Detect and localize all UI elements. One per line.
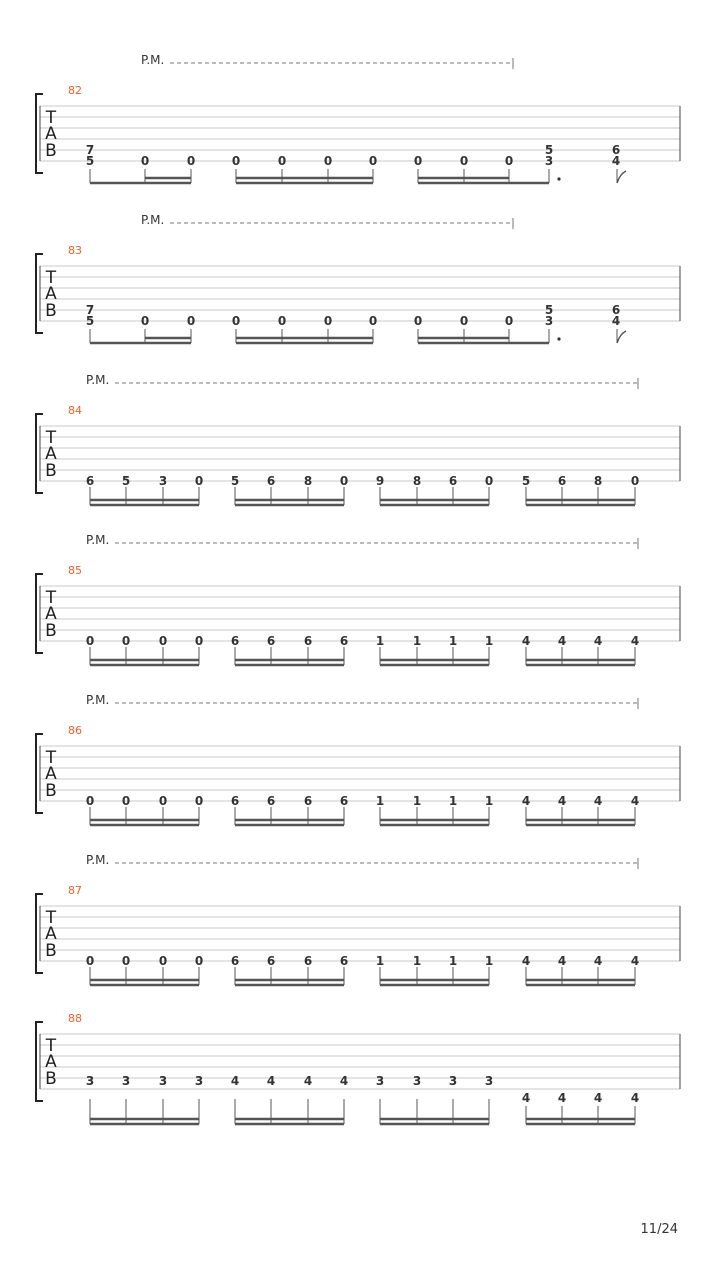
fret-number: 3: [85, 1074, 95, 1088]
fret-number: 4: [521, 954, 531, 968]
palm-mute-label: P.M.: [141, 213, 165, 227]
fret-number: 4: [230, 1074, 240, 1088]
measure-number: 87: [68, 884, 82, 897]
fret-number: 0: [277, 154, 287, 168]
tab-clef-letter: B: [45, 781, 57, 801]
tab-system: [36, 53, 680, 183]
fret-number: 3: [544, 314, 554, 328]
tab-clef-letter: T: [45, 588, 57, 608]
fret-number: 6: [266, 634, 276, 648]
palm-mute-label: P.M.: [86, 373, 110, 387]
measure-number: 86: [68, 724, 82, 737]
fret-number: 4: [303, 1074, 313, 1088]
tab-system: [36, 533, 680, 665]
fret-number: 1: [448, 634, 458, 648]
tab-clef-letter: T: [45, 268, 57, 288]
fret-number: 4: [593, 634, 603, 648]
fret-number: 1: [448, 954, 458, 968]
tab-clef-letter: B: [45, 461, 57, 481]
fret-number: 4: [557, 634, 567, 648]
measure-number: 84: [68, 404, 82, 417]
fret-number: 0: [323, 154, 333, 168]
measure-number: 83: [68, 244, 82, 257]
fret-number: 5: [544, 303, 554, 317]
fret-number: 0: [158, 634, 168, 648]
fret-number: 0: [630, 474, 640, 488]
fret-number: 6: [230, 794, 240, 808]
fret-number: 6: [448, 474, 458, 488]
fret-number: 5: [85, 314, 95, 328]
fret-number: 0: [158, 954, 168, 968]
fret-number: 4: [557, 954, 567, 968]
fret-number: 1: [375, 794, 385, 808]
fret-number: 1: [448, 794, 458, 808]
rhythm-dot: [557, 337, 560, 340]
fret-number: 5: [521, 474, 531, 488]
tab-clef-letter: A: [45, 124, 57, 144]
fret-number: 4: [611, 314, 621, 328]
measure-number: 82: [68, 84, 82, 97]
tab-clef-letter: A: [45, 924, 57, 944]
fret-number: 1: [375, 634, 385, 648]
fret-number: 1: [375, 954, 385, 968]
tab-clef-letter: B: [45, 1069, 57, 1089]
fret-number: 0: [504, 314, 514, 328]
tab-system: [36, 1012, 680, 1124]
tab-system: [36, 693, 680, 825]
palm-mute-label: P.M.: [86, 853, 110, 867]
tab-clef-letter: A: [45, 604, 57, 624]
fret-number: 0: [121, 954, 131, 968]
fret-number: 0: [121, 634, 131, 648]
fret-number: 0: [504, 154, 514, 168]
fret-number: 7: [85, 303, 95, 317]
page-indicator: 11/24: [640, 1222, 678, 1237]
fret-number: 6: [266, 474, 276, 488]
fret-number: 0: [194, 954, 204, 968]
fret-number: 4: [521, 634, 531, 648]
palm-mute-label: P.M.: [141, 53, 165, 67]
fret-number: 6: [611, 143, 621, 157]
fret-number: 6: [303, 634, 313, 648]
fret-number: 0: [413, 314, 423, 328]
fret-number: 4: [557, 1091, 567, 1105]
measure-number: 85: [68, 564, 82, 577]
fret-number: 0: [121, 794, 131, 808]
fret-number: 5: [121, 474, 131, 488]
fret-number: 4: [630, 634, 640, 648]
fret-number: 0: [231, 154, 241, 168]
fret-number: 0: [158, 794, 168, 808]
fret-number: 3: [375, 1074, 385, 1088]
fret-number: 0: [194, 634, 204, 648]
fret-number: 6: [303, 794, 313, 808]
note-flag: [617, 331, 626, 343]
fret-number: 4: [630, 794, 640, 808]
fret-number: 0: [484, 474, 494, 488]
fret-number: 6: [230, 954, 240, 968]
fret-number: 4: [521, 1091, 531, 1105]
palm-mute-label: P.M.: [86, 533, 110, 547]
fret-number: 4: [611, 154, 621, 168]
fret-number: 6: [266, 954, 276, 968]
fret-number: 4: [266, 1074, 276, 1088]
fret-number: 5: [544, 143, 554, 157]
fret-number: 5: [85, 154, 95, 168]
fret-number: 6: [339, 954, 349, 968]
fret-number: 0: [459, 314, 469, 328]
fret-number: 6: [85, 474, 95, 488]
fret-number: 4: [630, 1091, 640, 1105]
fret-number: 0: [368, 154, 378, 168]
fret-number: 4: [339, 1074, 349, 1088]
fret-number: 4: [593, 1091, 603, 1105]
fret-number: 8: [593, 474, 603, 488]
fret-number: 7: [85, 143, 95, 157]
fret-number: 0: [231, 314, 241, 328]
tab-clef-letter: A: [45, 284, 57, 304]
fret-number: 6: [266, 794, 276, 808]
fret-number: 3: [158, 474, 168, 488]
fret-number: 3: [194, 1074, 204, 1088]
tab-clef-letter: B: [45, 941, 57, 961]
fret-number: 0: [323, 314, 333, 328]
palm-mute-label: P.M.: [86, 693, 110, 707]
fret-number: 0: [413, 154, 423, 168]
fret-number: 0: [277, 314, 287, 328]
tab-system: [36, 373, 680, 505]
measure-number: 88: [68, 1012, 82, 1025]
tab-clef-letter: A: [45, 1052, 57, 1072]
fret-number: 4: [593, 794, 603, 808]
fret-number: 1: [412, 634, 422, 648]
tab-clef-letter: B: [45, 621, 57, 641]
fret-number: 4: [593, 954, 603, 968]
fret-number: 3: [158, 1074, 168, 1088]
fret-number: 6: [339, 634, 349, 648]
fret-number: 6: [230, 634, 240, 648]
fret-number: 0: [85, 634, 95, 648]
rhythm-dot: [557, 177, 560, 180]
fret-number: 3: [121, 1074, 131, 1088]
tab-clef-letter: B: [45, 301, 57, 321]
fret-number: 6: [303, 954, 313, 968]
fret-number: 1: [484, 954, 494, 968]
fret-number: 0: [459, 154, 469, 168]
tab-clef-letter: T: [45, 1036, 57, 1056]
fret-number: 0: [194, 794, 204, 808]
fret-number: 6: [339, 794, 349, 808]
fret-number: 0: [368, 314, 378, 328]
fret-number: 5: [230, 474, 240, 488]
fret-number: 0: [85, 794, 95, 808]
tab-clef-letter: A: [45, 764, 57, 784]
fret-number: 3: [544, 154, 554, 168]
fret-number: 1: [412, 954, 422, 968]
tab-clef-letter: T: [45, 748, 57, 768]
fret-number: 3: [484, 1074, 494, 1088]
fret-number: 6: [611, 303, 621, 317]
note-flag: [617, 171, 626, 183]
fret-number: 4: [630, 954, 640, 968]
fret-number: 3: [412, 1074, 422, 1088]
fret-number: 8: [303, 474, 313, 488]
fret-number: 6: [557, 474, 567, 488]
fret-number: 1: [484, 794, 494, 808]
fret-number: 0: [194, 474, 204, 488]
fret-number: 1: [412, 794, 422, 808]
fret-number: 4: [557, 794, 567, 808]
tab-clef-letter: B: [45, 141, 57, 161]
fret-number: 0: [140, 154, 150, 168]
tab-clef-letter: T: [45, 428, 57, 448]
fret-number: 0: [140, 314, 150, 328]
fret-number: 0: [85, 954, 95, 968]
tab-system: [36, 853, 680, 985]
tab-system: [36, 213, 680, 343]
fret-number: 4: [521, 794, 531, 808]
tab-clef-letter: T: [45, 108, 57, 128]
fret-number: 1: [484, 634, 494, 648]
fret-number: 0: [186, 154, 196, 168]
fret-number: 8: [412, 474, 422, 488]
fret-number: 3: [448, 1074, 458, 1088]
tab-clef-letter: T: [45, 908, 57, 928]
fret-number: 0: [186, 314, 196, 328]
fret-number: 0: [339, 474, 349, 488]
tab-clef-letter: A: [45, 444, 57, 464]
fret-number: 9: [375, 474, 385, 488]
